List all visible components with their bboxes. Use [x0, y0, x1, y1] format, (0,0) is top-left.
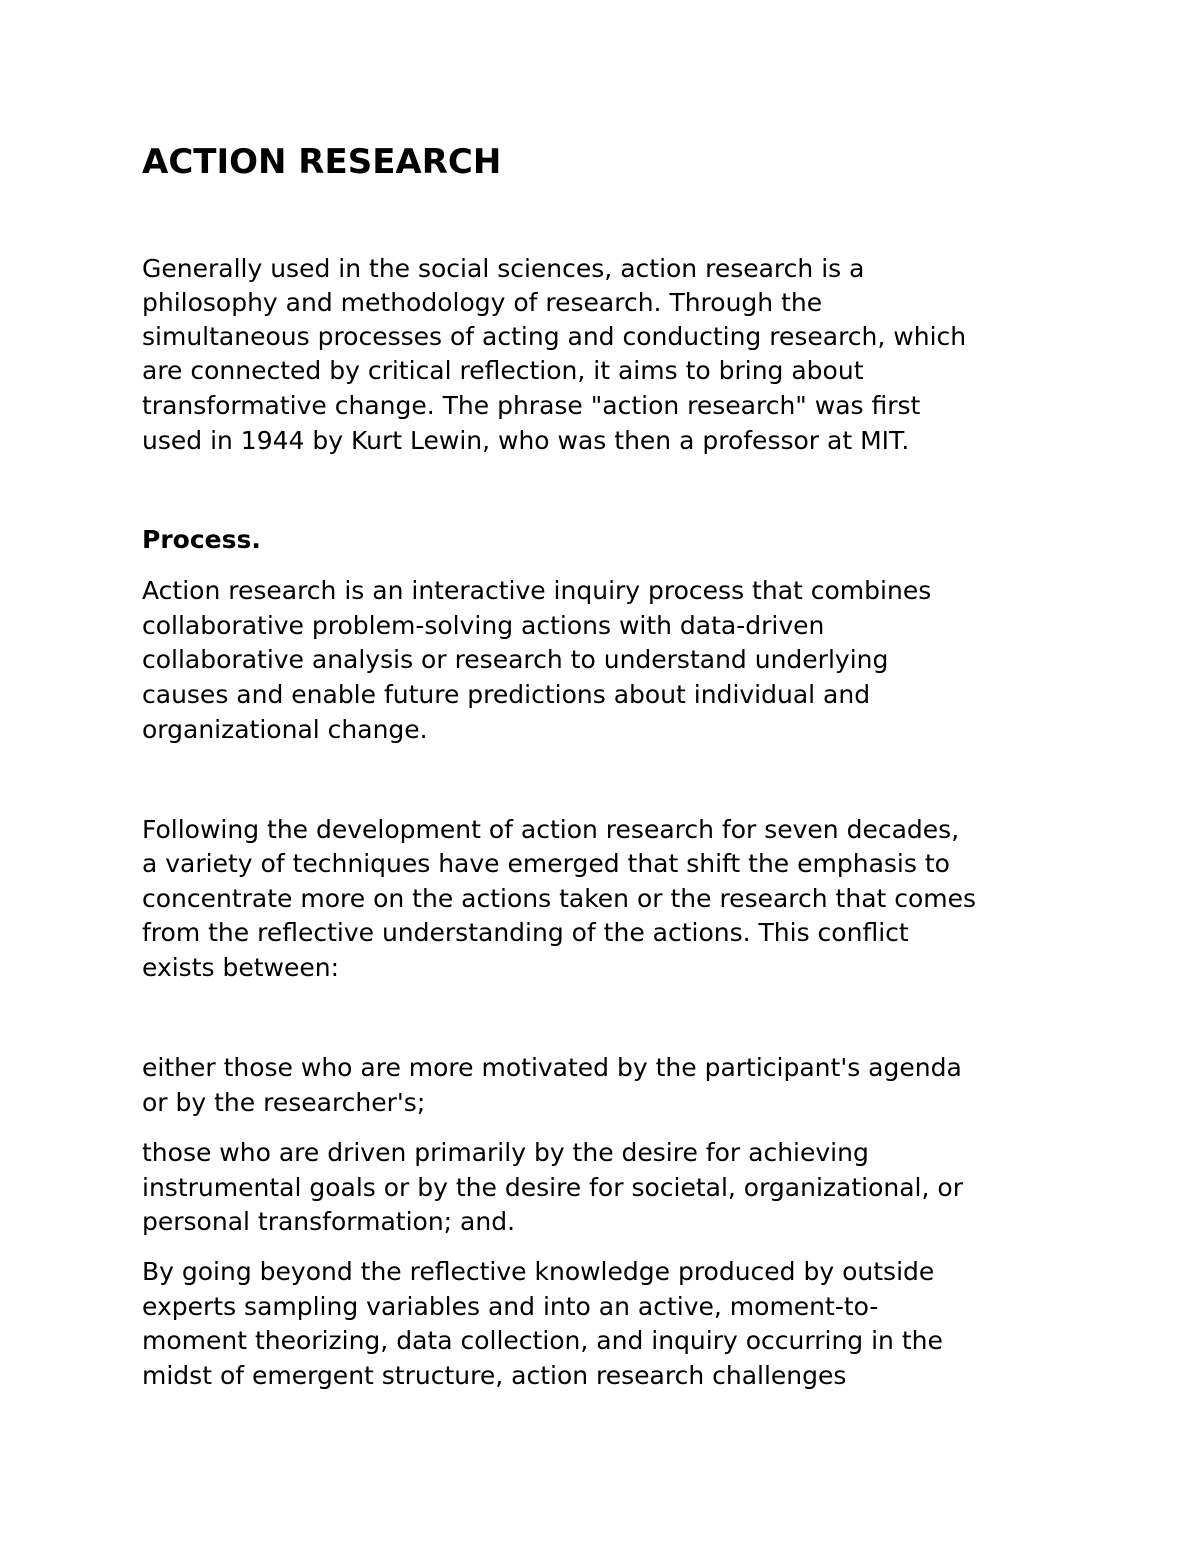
- development-line: from the reflective understanding of the actions. This conflict: [142, 918, 909, 947]
- development-line: a variety of techniques have emerged that shift the emphasis to: [142, 849, 950, 878]
- process-line: causes and enable future predictions about individual and: [142, 680, 871, 709]
- document-title: ACTION RESEARCH: [142, 142, 502, 182]
- process-line: organizational change.: [142, 715, 428, 744]
- intro-line: are connected by critical reflection, it aims to bring about: [142, 356, 864, 385]
- intro-line: simultaneous processes of acting and conducting research, which: [142, 322, 967, 351]
- beyond-line: moment theorizing, data collection, and inquiry occurring in the: [142, 1326, 943, 1355]
- intro-line: Generally used in the social sciences, action research is a: [142, 254, 865, 283]
- process-line: Action research is an interactive inquiry process that combines: [142, 576, 932, 605]
- process-heading: Process.: [142, 525, 261, 554]
- driven-line: instrumental goals or by the desire for societal, organizational, or: [142, 1173, 963, 1202]
- either-line: either those who are more motivated by the participant's agenda: [142, 1053, 962, 1082]
- intro-line: transformative change. The phrase "action research" was first: [142, 391, 921, 420]
- driven-line: personal transformation; and.: [142, 1207, 516, 1236]
- beyond-line: midst of emergent structure, action research challenges: [142, 1361, 847, 1390]
- process-line: collaborative problem-solving actions with data-driven: [142, 611, 825, 640]
- development-line: Following the development of action research for seven decades,: [142, 815, 960, 844]
- either-line: or by the researcher's;: [142, 1088, 426, 1117]
- beyond-line: experts sampling variables and into an active, moment-to-: [142, 1292, 879, 1321]
- driven-line: those who are driven primarily by the desire for achieving: [142, 1138, 869, 1167]
- intro-line: used in 1944 by Kurt Lewin, who was then a professor at MIT.: [142, 426, 910, 455]
- intro-line: philosophy and methodology of research. Through the: [142, 288, 823, 317]
- development-line: concentrate more on the actions taken or the research that comes: [142, 884, 977, 913]
- process-line: collaborative analysis or research to understand underlying: [142, 645, 889, 674]
- beyond-line: By going beyond the reflective knowledge produced by outside: [142, 1257, 935, 1286]
- development-line: exists between:: [142, 953, 340, 982]
